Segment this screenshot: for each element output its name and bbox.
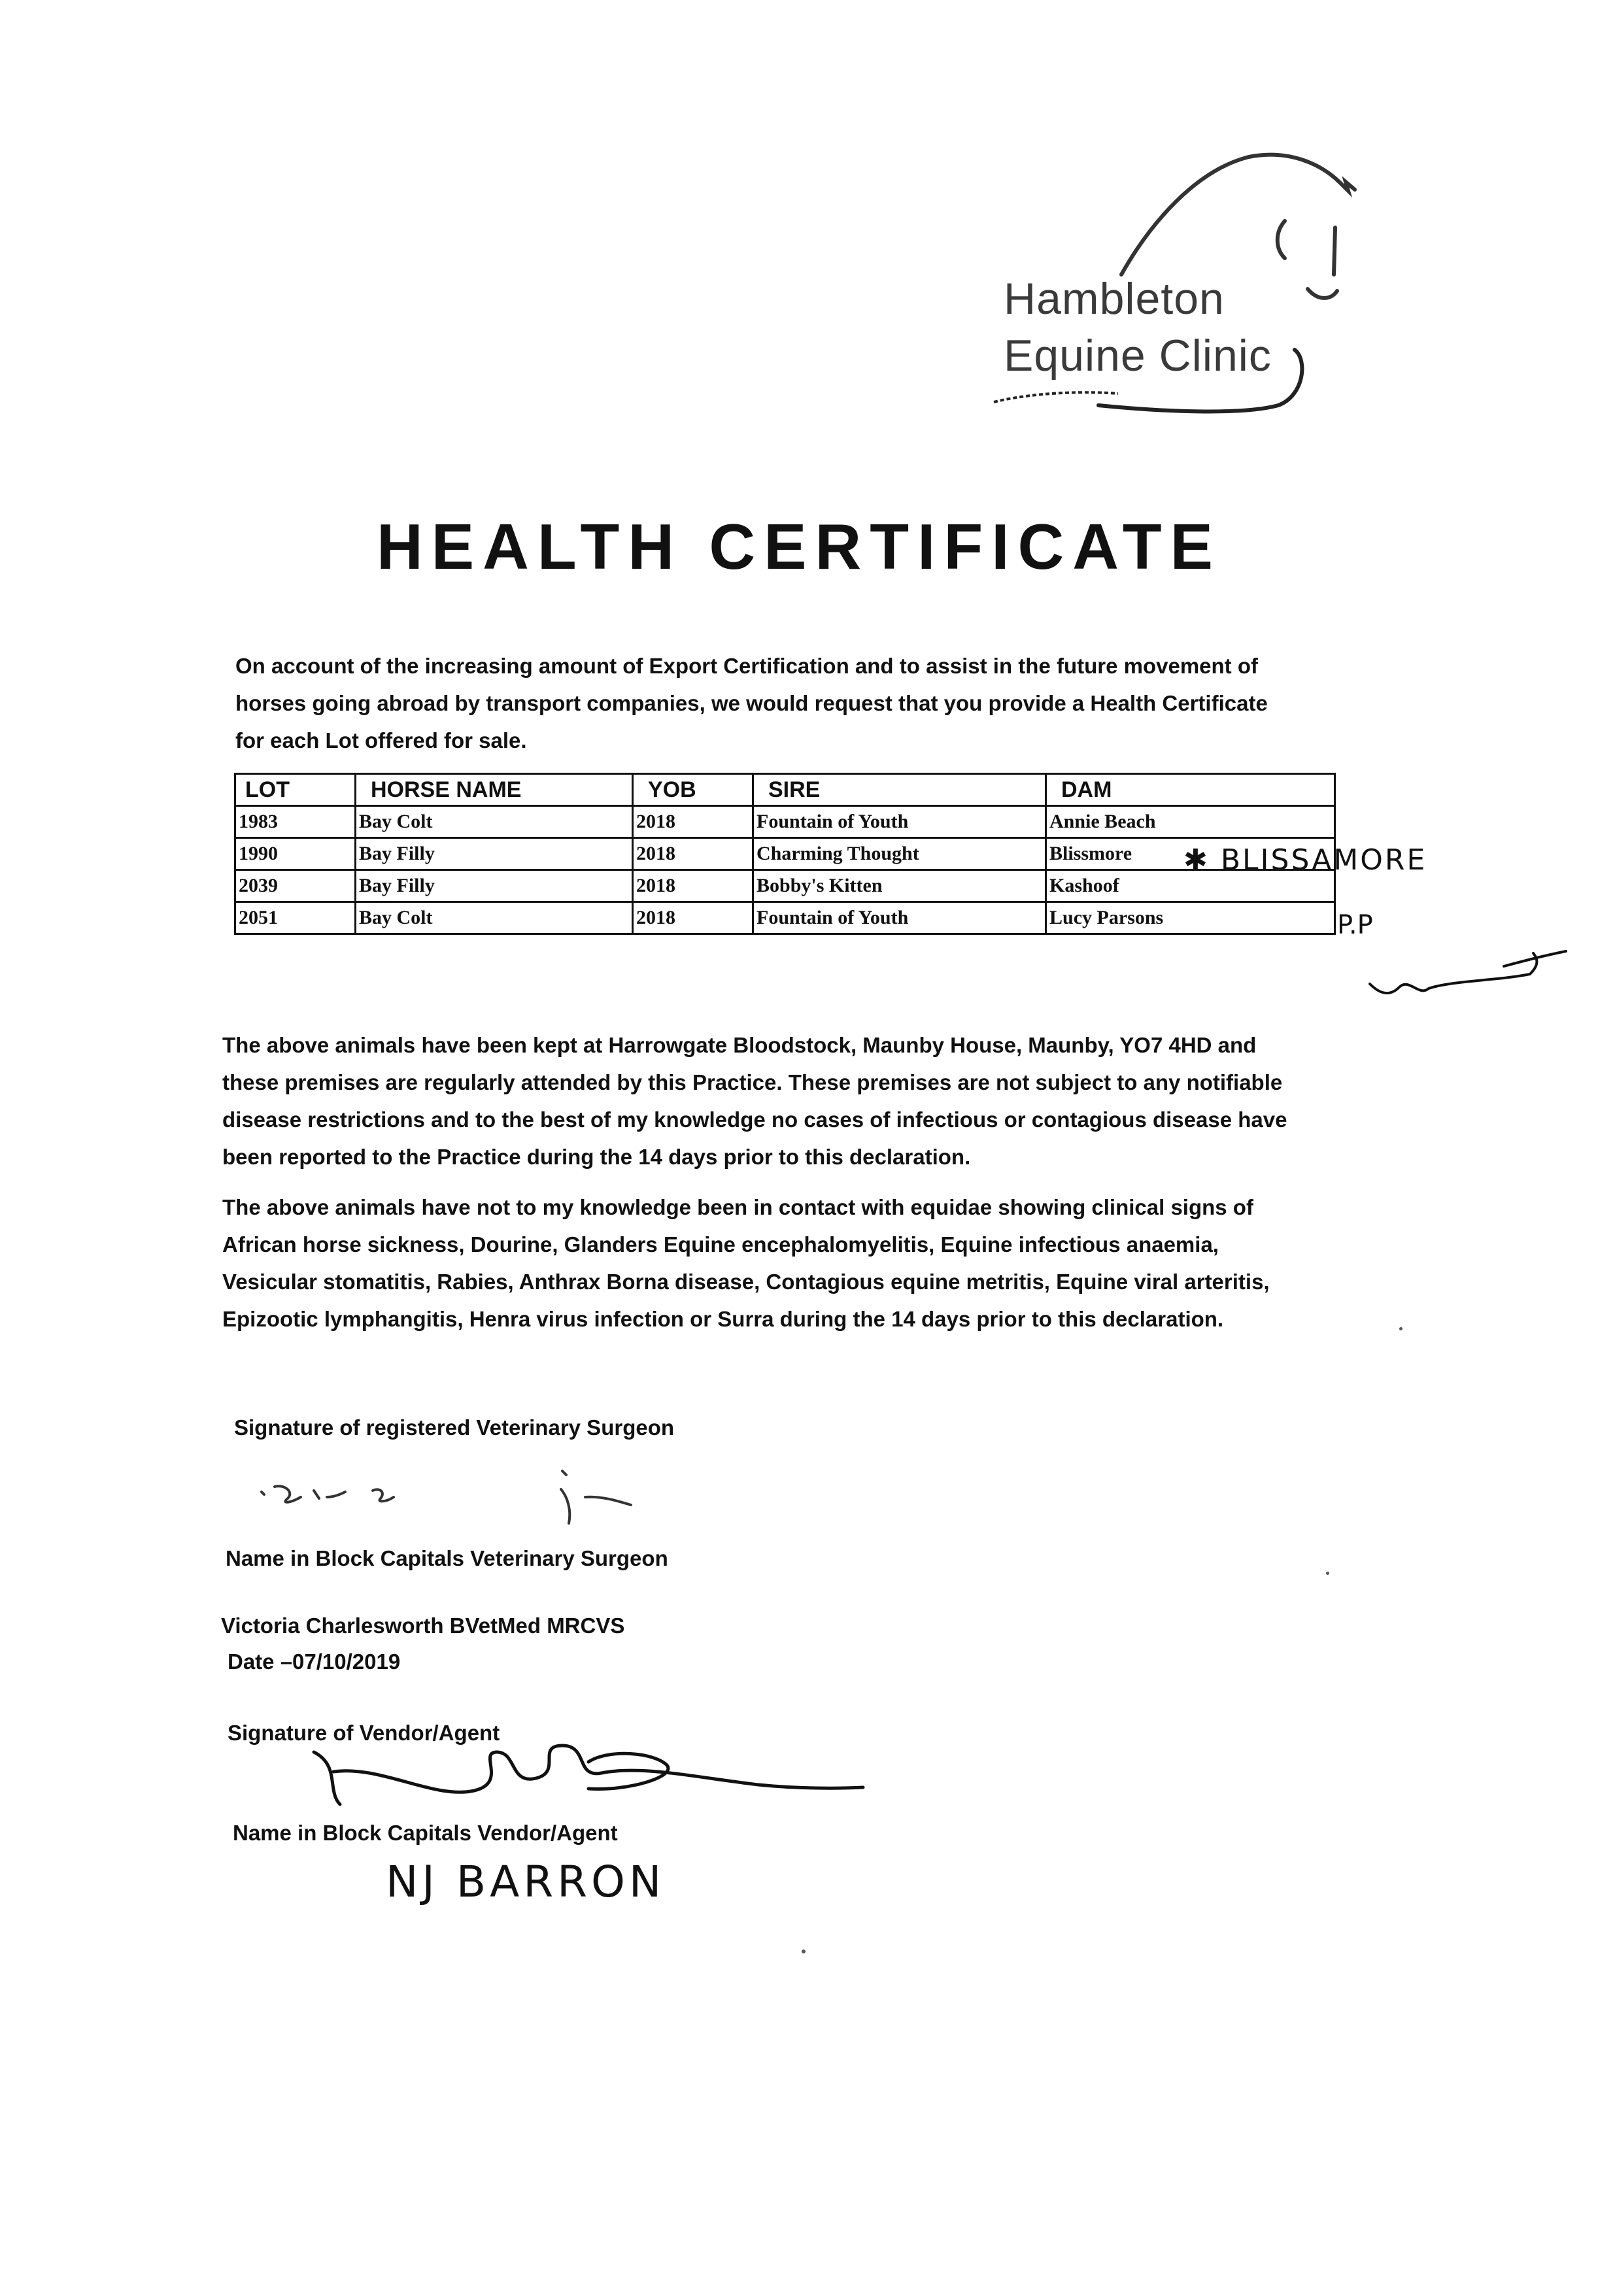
certificate-date: Date –07/10/2019 bbox=[228, 1649, 401, 1674]
vet-name-label: Name in Block Capitals Veterinary Surgeon bbox=[226, 1546, 668, 1570]
cell-sire: Bobby's Kitten bbox=[753, 870, 1046, 902]
cell-horse-name: Bay Filly bbox=[356, 870, 633, 902]
cell-dam: Blissmore bbox=[1046, 838, 1335, 870]
cell-lot: 1990 bbox=[235, 838, 356, 870]
intro-line: for each Lot offered for sale. bbox=[235, 728, 527, 752]
cell-horse-name: Bay Filly bbox=[356, 838, 633, 870]
cell-yob: 2018 bbox=[633, 806, 753, 838]
logo-text-hambleton: Hambleton bbox=[1004, 274, 1225, 324]
handwritten-pp: P.P bbox=[1337, 910, 1373, 940]
cell-sire: Fountain of Youth bbox=[753, 902, 1046, 934]
vendor-name-handwritten: NJ BARRON bbox=[386, 1857, 666, 1907]
paragraph-line: The above animals have not to my knowledge been in contact with equidae showing clinical signs of bbox=[222, 1195, 1253, 1219]
cell-horse-name: Bay Colt bbox=[356, 902, 633, 934]
vendor-signature-icon bbox=[301, 1726, 876, 1831]
cell-dam: Lucy Parsons bbox=[1046, 902, 1335, 934]
table-row bbox=[235, 902, 1335, 934]
page-title: HEALTH CERTIFICATE bbox=[377, 511, 1221, 582]
vet-signature-label: Signature of registered Veterinary Surgeon bbox=[234, 1415, 675, 1440]
column-header-lot: LOT bbox=[235, 774, 356, 806]
table-row bbox=[235, 838, 1335, 870]
cell-lot: 2039 bbox=[235, 870, 356, 902]
cell-dam: Annie Beach bbox=[1046, 806, 1335, 838]
disease-paragraph bbox=[222, 1189, 1270, 1338]
premises-paragraph bbox=[222, 1026, 1287, 1175]
paragraph-line: African horse sickness, Dourine, Glanders Equine encephalomyelitis, Equine infectious anaemia, bbox=[222, 1232, 1219, 1257]
paragraph-line: these premises are regularly attended by this Practice. These premises are not subject to any notifiable bbox=[222, 1070, 1283, 1094]
intro-paragraph bbox=[235, 647, 1268, 759]
column-header-dam: DAM bbox=[1046, 774, 1335, 806]
vendor-signature-label: Signature of Vendor/Agent bbox=[228, 1721, 500, 1745]
paragraph-line: Vesicular stomatitis, Rabies, Anthrax Borna disease, Contagious equine metritis, Equine viral arteritis, bbox=[222, 1270, 1270, 1294]
cell-sire: Charming Thought bbox=[753, 838, 1046, 870]
cell-dam: Kashoof bbox=[1046, 870, 1335, 902]
vendor-name-label: Name in Block Capitals Vendor/Agent bbox=[233, 1821, 618, 1845]
vet-name: Victoria Charlesworth BVetMed MRCVS bbox=[221, 1613, 625, 1638]
paragraph-line: been reported to the Practice during the 14 days prior to this declaration. bbox=[222, 1145, 971, 1169]
cell-yob: 2018 bbox=[633, 870, 753, 902]
intro-line: On account of the increasing amount of Export Certification and to assist in the future movement of bbox=[235, 654, 1258, 678]
paragraph-line: disease restrictions and to the best of my knowledge no cases of infectious or contagious disease have bbox=[222, 1107, 1287, 1132]
cell-yob: 2018 bbox=[633, 902, 753, 934]
column-header-yob: YOB bbox=[633, 774, 753, 806]
table-row bbox=[235, 870, 1335, 902]
handwritten-correction: ✱ BLISSAMORE bbox=[1183, 843, 1427, 877]
table-header-row bbox=[235, 774, 1335, 806]
cell-yob: 2018 bbox=[633, 838, 753, 870]
cell-lot: 2051 bbox=[235, 902, 356, 934]
cell-sire: Fountain of Youth bbox=[753, 806, 1046, 838]
column-header-horse-name: HORSE NAME bbox=[356, 774, 633, 806]
cell-lot: 1983 bbox=[235, 806, 356, 838]
scan-speck bbox=[1399, 1327, 1402, 1330]
table-row bbox=[235, 806, 1335, 838]
cell-horse-name: Bay Colt bbox=[356, 806, 633, 838]
logo-text-equine-clinic: Equine Clinic bbox=[1004, 331, 1272, 380]
column-header-sire: SIRE bbox=[753, 774, 1046, 806]
vet-signature-icon bbox=[248, 1458, 693, 1530]
paragraph-line: The above animals have been kept at Harrowgate Bloodstock, Maunby House, Maunby, YO7 4HD and bbox=[222, 1033, 1257, 1057]
lots-table bbox=[234, 773, 1336, 935]
intro-line: horses going abroad by transport companies, we would request that you provide a Health Certificate bbox=[235, 691, 1268, 715]
scan-speck bbox=[802, 1950, 806, 1953]
scan-speck bbox=[1326, 1572, 1329, 1575]
paragraph-line: Epizootic lymphangitis, Henra virus infection or Surra during the 14 days prior to this declaration. bbox=[222, 1307, 1224, 1331]
